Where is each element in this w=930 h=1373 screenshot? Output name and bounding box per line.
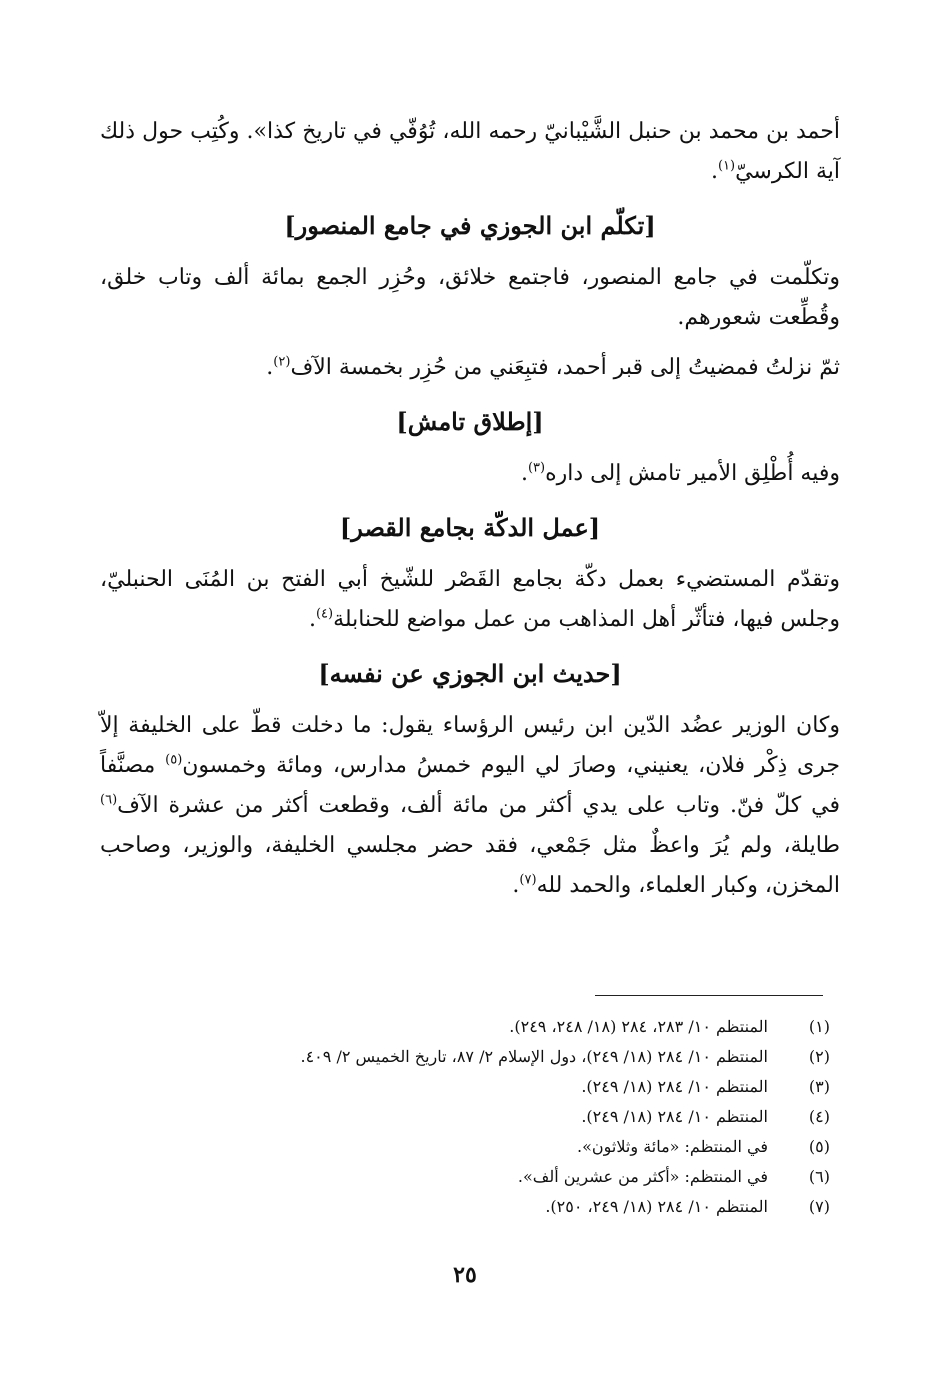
footnote-number: (٢): [808, 1047, 830, 1066]
footnote-text: في المنتظم: «مائة وثلاثون».: [577, 1137, 768, 1156]
paragraph-3: ثمّ نزلتُ فمضيتُ إلى قبر أحمد، فتبِعَني من حُزِر بخمسة الآف$^{(٢)}$.: [266, 354, 840, 380]
footnote-text: المنتظم ١٠/ ٢٨٤ (١٨/ ٢٤٩، ٢٥٠).: [545, 1197, 768, 1216]
footnote-ref-6[interactable]: (٦): [100, 792, 118, 808]
footnote-ref-1[interactable]: (١): [717, 158, 736, 174]
footnotes-list: [150, 1012, 830, 1222]
footnote-ref-2[interactable]: (٢): [273, 354, 291, 370]
footnote-number: (٤): [808, 1107, 830, 1126]
paragraph-4: وفيه أُطْلِق الأمير تامش إلى داره$^{(٣)}$.: [520, 460, 840, 486]
page-body: [100, 112, 840, 906]
footnote-number: (٥): [808, 1137, 830, 1156]
footnote-item: [150, 1132, 830, 1162]
footnote-text: المنتظم ١٠/ ٢٨٣، ٢٨٤ (١٨/ ٢٤٨، ٢٤٩).: [509, 1017, 768, 1036]
footnote-text: المنتظم ١٠/ ٢٨٤ (١٨/ ٢٤٩).: [581, 1077, 768, 1096]
footnote-item: [150, 1042, 830, 1072]
paragraph-2: وتكلّمت في جامع المنصور، فاجتمع خلائق، وحُزِر الجمع بمائة ألف وتاب خلق، وقُطِّعت شعورهم.: [100, 265, 840, 330]
footnote-number: (١): [808, 1017, 830, 1036]
section-heading-dakka: [عمل الدكّة بجامع القصر]: [339, 513, 601, 542]
paragraph-5: وتقدّم المستضيء بعمل دكّة بجامع القَصْر للشّيخ أبي الفتح بن المُنَى الحنبليّ، وجلس فيها، فتأثّر أهل المذاهب من عمل مواضع للحنابلة$^{(٤)}$.: [100, 567, 840, 632]
footnote-text: في المنتظم: «أكثر من عشرين ألف».: [517, 1167, 768, 1186]
footnote-ref-4[interactable]: (٤): [315, 606, 334, 622]
footnote-item: [150, 1162, 830, 1192]
footnote-item: [150, 1012, 830, 1042]
section-heading-self-account: [حديث ابن الجوزي عن نفسه]: [318, 659, 622, 688]
footnote-item: [150, 1192, 830, 1222]
footnote-item: [150, 1102, 830, 1132]
footnote-ref-5[interactable]: (٥): [165, 752, 183, 768]
section-heading-tamish-release: [إطلاق تامش]: [396, 407, 544, 436]
footnote-ref-7[interactable]: (٧): [519, 872, 537, 888]
footnote-item: [150, 1072, 830, 1102]
footnote-number: (٦): [808, 1167, 830, 1186]
footnote-number: (٣): [808, 1077, 830, 1096]
footnote-text: المنتظم ١٠/ ٢٨٤ (١٨/ ٢٤٩).: [581, 1107, 768, 1126]
footnote-ref-3[interactable]: (٣): [527, 460, 546, 476]
footnote-number: (٧): [808, 1197, 830, 1216]
paragraph-1: أحمد بن محمد بن حنبل الشَّيْبانيّ رحمه الله، تُوُفّي في تاريخ كذا». وكُتِب حول ذلك آية الكرسيّ$^{(١)}$.: [100, 119, 840, 184]
section-heading-mansur-mosque: [تكلّم ابن الجوزي في جامع المنصور]: [284, 211, 656, 240]
paragraph-6: وكان الوزير عضُد الدّين ابن رئيس الرؤساء يقول: ما دخلت قطّ على الخليفة إلاّ جرى ذِكْر فلان، يعنيني، وصارَ لي اليوم خمسُ مدارس، ومائة وخمسون$^{(٥)}$ مصنَّفاً في كلّ فنّ. وتاب على يدي أكثر من مائة ألف، وقطعت أكثر من عشرة الآف$^{(٦)}$ طايلة، ولم يُرَ واعظٌ مثل جَمْعي، فقد حضر مجلسي الخليفة، والوزير، وصاحب المخزن، وكبار العلماء، والحمد لله$^{(٧)}$.: [100, 713, 840, 898]
page-number: ٢٥: [453, 1262, 477, 1288]
footnote-text: المنتظم ١٠/ ٢٨٤ (١٨/ ٢٤٩)، دول الإسلام ٢/ ٨٧، تاريخ الخميس ٢/ ٤٠٩.: [300, 1047, 768, 1066]
footnote-divider: [595, 995, 823, 996]
